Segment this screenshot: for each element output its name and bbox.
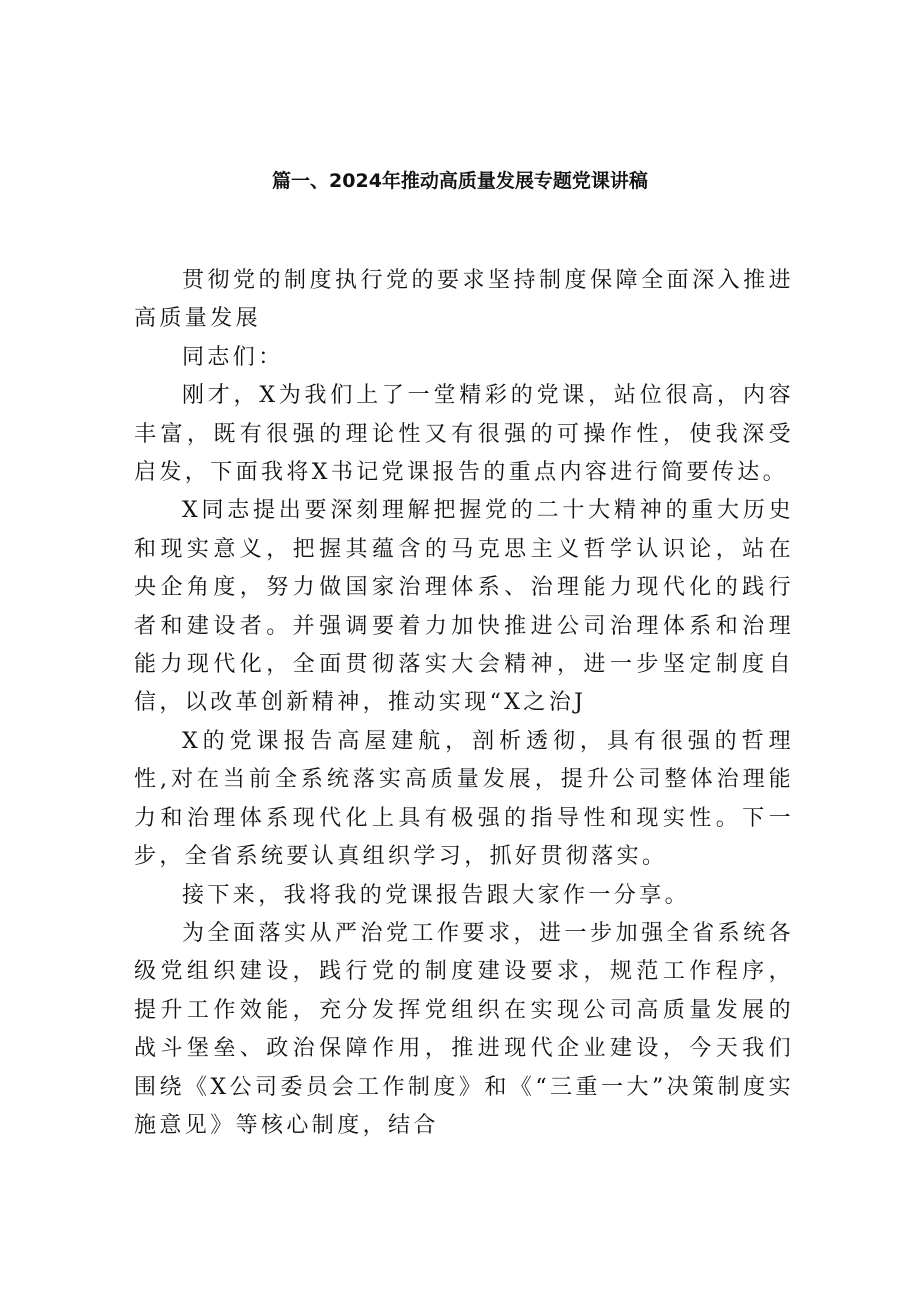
paragraph-2: X同志提出要深刻理解把握党的二十大精神的重大历史和现实意义，把握其蕴含的马克思主义哲学认识论，站在央企角度，努力做国家治理体系、治理能力现代化的践行者和建设者。并强调要着力加快推进公司治理体系和治理能力现代化，全面贯彻落实大会精神，进一步坚定制度自信，以改革创新精神，推动实现“X之治J xyxy=(134,498,794,716)
paragraph-4: 接下来，我将我的党课报告跟大家作一分享。 xyxy=(182,882,691,908)
paragraph-5: 为全面落实从严治党工作要求，进一步加强全省系统各级党组织建设，践行党的制度建设要求，规范工作程序，提升工作效能，充分发挥党组织在实现公司高质量发展的战斗堡垒、政治保障作用，推进现代企业建设，今天我们围绕《X公司委员会工作制度》和《“三重一大”决策制度实施意见》等核心制度，结合 xyxy=(134,920,794,1138)
document-title: 篇一、2024年推动高质量发展专题党课讲稿 xyxy=(272,170,648,192)
paragraph-subtitle: 贯彻党的制度执行党的要求坚持制度保障全面深入推进高质量发展 xyxy=(134,268,794,332)
paragraph-greeting: 同志们： xyxy=(182,344,284,370)
paragraph-1: 刚才，X为我们上了一堂精彩的党课，站位很高，内容丰富，既有很强的理论性又有很强的可操作性，使我深受启发，下面我将X书记党课报告的重点内容进行简要传达。 xyxy=(134,383,794,486)
paragraph-3: X的党课报告高屋建航，剖析透彻，具有很强的哲理性,对在当前全系统落实高质量发展，提升公司整体治理能力和治理体系现代化上具有极强的指导性和现实性。下一步，全省系统要认真组织学习，抓好贯彻落实。 xyxy=(134,728,794,870)
document-body xyxy=(134,262,794,1145)
